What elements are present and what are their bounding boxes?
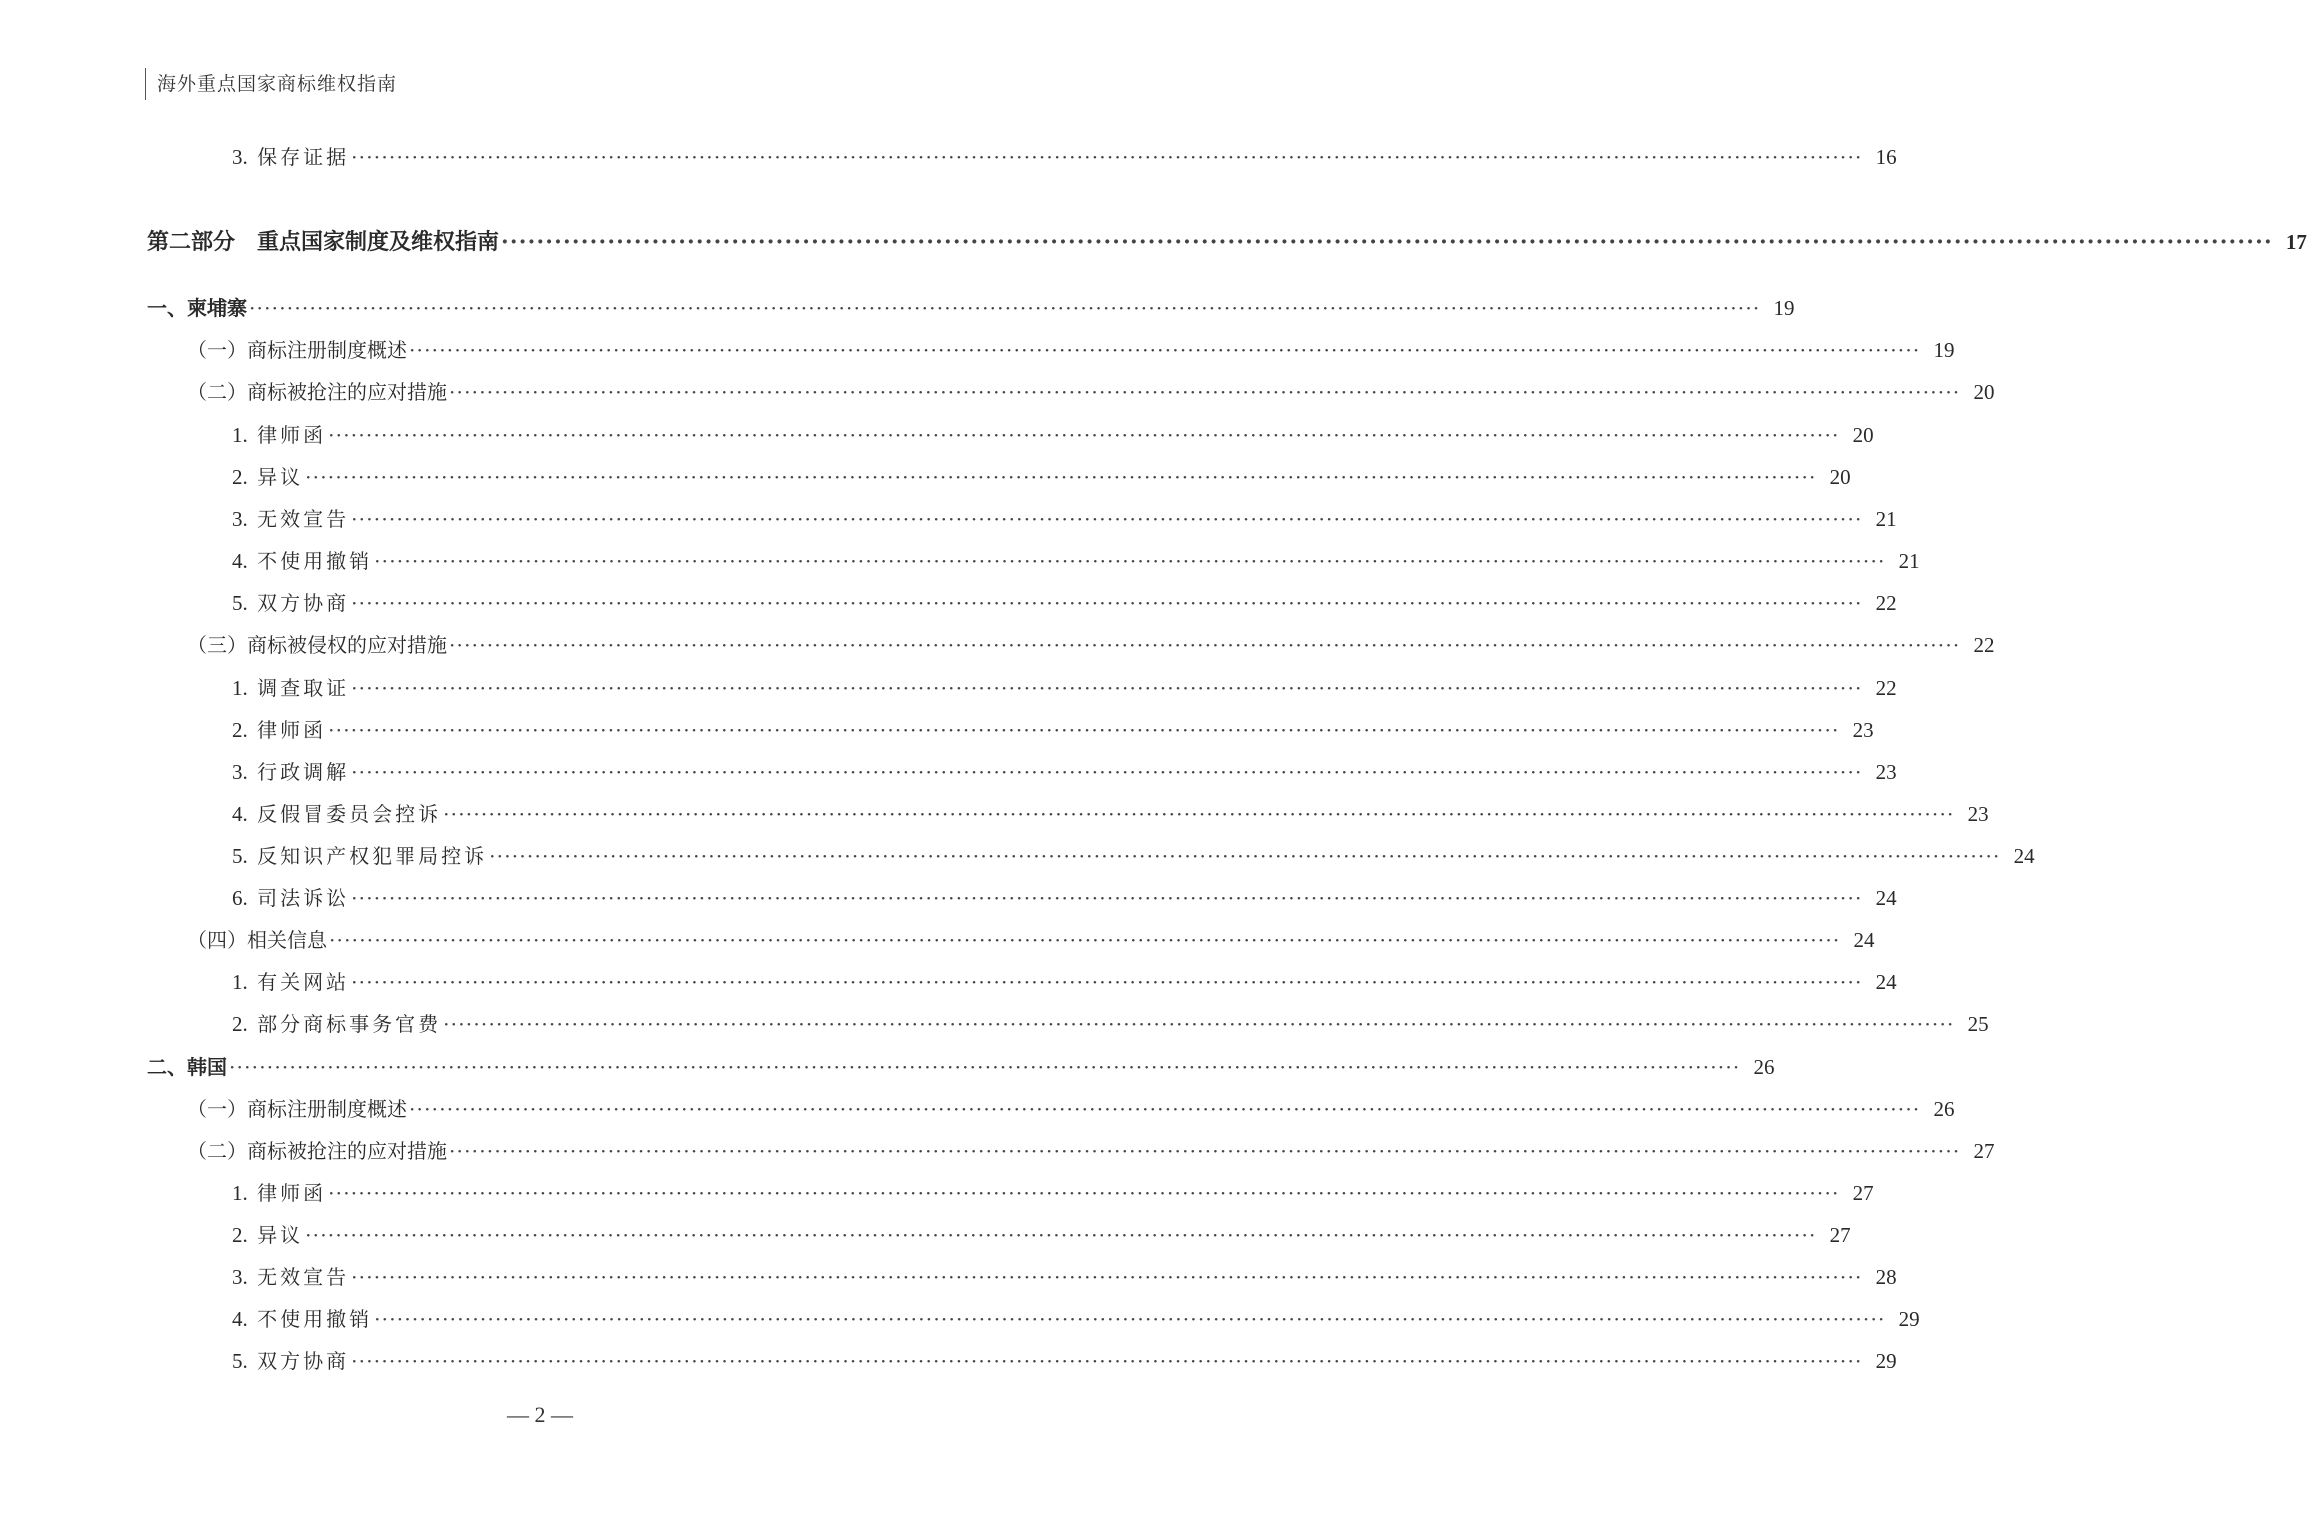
- toc-leader-dots: ········································································································································································································: [351, 760, 1863, 784]
- running-header-title: 海外重点国家商标维权指南: [145, 68, 397, 100]
- toc-entry-label: [187, 625, 447, 665]
- toc-entry-item[interactable]: [232, 415, 1874, 455]
- toc-leader-dots: ········································································································································································································: [229, 1055, 1741, 1079]
- toc-entry-text: 调查取证: [257, 676, 350, 700]
- toc-page-number: 21: [1898, 549, 1920, 573]
- toc-entry-label: [232, 836, 487, 876]
- toc-leader-dots: ········································································································································································································: [501, 229, 2273, 255]
- toc-leader-dots: ········································································································································································································: [305, 1223, 1817, 1247]
- toc-leader-dots: ········································································································································································································: [351, 1265, 1863, 1289]
- toc-entry-label: [232, 710, 326, 750]
- toc-leader-dots: ········································································································································································································: [305, 465, 1817, 489]
- toc-entry-item[interactable]: [232, 1004, 1989, 1044]
- toc-entry-label: [232, 415, 326, 455]
- toc-entry-text: （一）商标注册制度概述: [187, 1097, 407, 1121]
- toc-entry-section[interactable]: [187, 372, 1995, 412]
- toc-page-number: 21: [1875, 507, 1897, 531]
- toc-entry-text: （二）商标被抢注的应对措施: [187, 380, 447, 404]
- toc-entry-number: 1.: [232, 423, 248, 447]
- toc-page-number: 26: [1933, 1097, 1955, 1121]
- toc-entry-item[interactable]: [232, 1341, 1897, 1381]
- toc-entry-label: [232, 1341, 349, 1381]
- toc-page-number: 23: [1852, 718, 1874, 742]
- toc-leader-dots: ········································································································································································································: [409, 1097, 1921, 1121]
- toc-entry-text: 不使用撤销: [257, 549, 373, 573]
- toc-leader-dots: ········································································································································································································: [328, 423, 1840, 447]
- toc-entry-section[interactable]: [187, 1131, 1995, 1171]
- toc-entry-item[interactable]: [232, 1215, 1851, 1255]
- toc-entry-item[interactable]: [232, 583, 1897, 623]
- toc-leader-dots: ········································································································································································································: [351, 886, 1863, 910]
- toc-leader-dots: ········································································································································································································: [328, 1181, 1840, 1205]
- toc-entry-label: [232, 1004, 441, 1044]
- toc-entry-text: 反知识产权犯罪局控诉: [257, 844, 488, 868]
- toc-leader-dots: ········································································································································································································: [351, 970, 1863, 994]
- toc-page-number: 24: [1875, 970, 1897, 994]
- toc-entry-text: 双方协商: [257, 1349, 350, 1373]
- toc-entry-item[interactable]: [232, 1257, 1897, 1297]
- toc-entry-label: [232, 878, 349, 918]
- toc-entry-number: 2.: [232, 718, 248, 742]
- toc-entry-item[interactable]: [232, 137, 1897, 177]
- toc-entry-label: [147, 223, 499, 263]
- toc-leader-dots: ········································································································································································································: [351, 507, 1863, 531]
- toc-entry-text: 异议: [257, 1223, 304, 1247]
- toc-entry-text: 行政调解: [257, 760, 350, 784]
- toc-entry-label: [232, 541, 372, 581]
- toc-page-number: 22: [1875, 676, 1897, 700]
- toc-entry-text: 二、韩国: [147, 1055, 227, 1079]
- toc-entry-label: [187, 920, 327, 960]
- toc-entry-label: [232, 668, 349, 708]
- toc-entry-item[interactable]: [232, 878, 1897, 918]
- toc-leader-dots: ········································································································································································································: [328, 718, 1840, 742]
- toc-entry-text: （四）相关信息: [187, 928, 327, 952]
- toc-page-number: 24: [1875, 886, 1897, 910]
- toc-entry-item[interactable]: [232, 752, 1897, 792]
- toc-entry-text: 司法诉讼: [257, 886, 350, 910]
- toc-page-number: 22: [1875, 591, 1897, 615]
- toc-entry-number: 1.: [232, 676, 248, 700]
- toc-entry-item[interactable]: [232, 794, 1989, 834]
- toc-entry-text: 异议: [257, 465, 304, 489]
- toc-entry-number: 1.: [232, 1181, 248, 1205]
- toc-entry-text: （二）商标被抢注的应对措施: [187, 1139, 447, 1163]
- toc-entry-text: 有关网站: [257, 970, 350, 994]
- toc-entry-number: 5.: [232, 591, 248, 615]
- toc-leader-dots: ········································································································································································································: [443, 802, 1955, 826]
- toc-entry-number: 2.: [232, 1012, 248, 1036]
- toc-leader-dots: ········································································································································································································: [449, 633, 1961, 657]
- toc-entry-label: [232, 794, 441, 834]
- toc-entry-number: 4.: [232, 1307, 248, 1331]
- toc-entry-part[interactable]: [147, 222, 2307, 262]
- toc-entry-section[interactable]: [187, 625, 1995, 665]
- toc-entry-number: 5.: [232, 844, 248, 868]
- toc-leader-dots: ········································································································································································································: [249, 296, 1761, 320]
- toc-leader-dots: ········································································································································································································: [449, 1139, 1961, 1163]
- toc-entry-item[interactable]: [232, 541, 1920, 581]
- toc-page-number: 24: [2013, 844, 2035, 868]
- toc-leader-dots: ········································································································································································································: [351, 1349, 1863, 1373]
- toc-page-number: 20: [1829, 465, 1851, 489]
- toc-entry-number: 2.: [232, 465, 248, 489]
- toc-entry-text: 无效宣告: [257, 507, 350, 531]
- toc-entry-label: [147, 288, 247, 328]
- toc-entry-item[interactable]: [232, 1299, 1920, 1339]
- toc-entry-number: 3.: [232, 507, 248, 531]
- toc-leader-dots: ········································································································································································································: [443, 1012, 1955, 1036]
- toc-entry-item[interactable]: [232, 668, 1897, 708]
- toc-page-number: 23: [1967, 802, 1989, 826]
- toc-entry-text: 部分商标事务官费: [257, 1012, 442, 1036]
- toc-leader-dots: ········································································································································································································: [351, 591, 1863, 615]
- toc-entry-item[interactable]: [232, 1173, 1874, 1213]
- page-number: — 2 —: [507, 1402, 573, 1427]
- toc-leader-dots: ········································································································································································································: [449, 380, 1961, 404]
- toc-page-number: 29: [1898, 1307, 1920, 1331]
- toc-entry-number: 4.: [232, 802, 248, 826]
- toc-entry-item[interactable]: [232, 962, 1897, 1002]
- toc-entry-number: 3.: [232, 145, 248, 169]
- toc-entry-label: [187, 1131, 447, 1171]
- toc-entry-country[interactable]: [147, 1047, 1775, 1087]
- toc-entry-number: 5.: [232, 1349, 248, 1373]
- toc-entry-text: 一、柬埔寨: [147, 296, 247, 320]
- toc-leader-dots: ········································································································································································································: [489, 844, 2001, 868]
- toc-entry-text: 律师函: [257, 1181, 327, 1205]
- toc-page-number: 27: [1829, 1223, 1851, 1247]
- toc-leader-dots: ········································································································································································································: [409, 338, 1921, 362]
- toc-entry-country[interactable]: [147, 288, 1795, 328]
- toc-entry-label: [232, 457, 303, 497]
- toc-entry-label: [232, 1299, 372, 1339]
- toc-page-number: 16: [1875, 145, 1897, 169]
- toc-entry-item[interactable]: [232, 710, 1874, 750]
- toc-page-number: 20: [1973, 380, 1995, 404]
- toc-leader-dots: ········································································································································································································: [374, 549, 1886, 573]
- toc-entry-text: 律师函: [257, 718, 327, 742]
- toc-page-number: 20: [1852, 423, 1874, 447]
- toc-entry-label: [232, 137, 349, 177]
- toc-page-number: 29: [1875, 1349, 1897, 1373]
- toc-entry-number: 3.: [232, 760, 248, 784]
- toc-entry-label: [187, 330, 407, 370]
- toc-entry-text: 双方协商: [257, 591, 350, 615]
- toc-entry-item[interactable]: [232, 836, 2035, 876]
- toc-entry-text: 不使用撤销: [257, 1307, 373, 1331]
- toc-entry-label: [147, 1047, 227, 1087]
- toc-page-number: 27: [1973, 1139, 1995, 1163]
- toc-entry-label: [232, 1257, 349, 1297]
- toc-entry-label: [232, 583, 349, 623]
- toc-entry-label: [232, 752, 349, 792]
- toc-page-number: 25: [1967, 1012, 1989, 1036]
- toc-page-number: 19: [1773, 296, 1795, 320]
- toc-page-number: 19: [1933, 338, 1955, 362]
- toc-leader-dots: ········································································································································································································: [329, 928, 1841, 952]
- toc-entry-label: [232, 962, 349, 1002]
- toc-entry-text: 第二部分 重点国家制度及维权指南: [147, 230, 500, 255]
- toc-entry-number: 1.: [232, 970, 248, 994]
- toc-entry-label: [232, 1215, 303, 1255]
- toc-entry-section[interactable]: [187, 330, 1955, 370]
- toc-entry-text: 律师函: [257, 423, 327, 447]
- toc-entry-text: 保存证据: [257, 145, 350, 169]
- toc-entry-text: （三）商标被侵权的应对措施: [187, 633, 447, 657]
- toc-leader-dots: ········································································································································································································: [374, 1307, 1886, 1331]
- toc-page-number: 27: [1852, 1181, 1874, 1205]
- toc-page-number: 26: [1753, 1055, 1775, 1079]
- toc-entry-label: [187, 372, 447, 412]
- toc-entry-label: [232, 499, 349, 539]
- toc-entry-number: 2.: [232, 1223, 248, 1247]
- toc-page-number: 24: [1853, 928, 1875, 952]
- toc-entry-text: 反假冒委员会控诉: [257, 802, 442, 826]
- toc-entry-number: 4.: [232, 549, 248, 573]
- toc-entry-section[interactable]: [187, 1089, 1955, 1129]
- toc-entry-item[interactable]: [232, 457, 1851, 497]
- toc-entry-item[interactable]: [232, 499, 1897, 539]
- toc-leader-dots: ········································································································································································································: [351, 676, 1863, 700]
- toc-entry-section[interactable]: [187, 920, 1875, 960]
- toc-leader-dots: ········································································································································································································: [351, 145, 1863, 169]
- toc-entry-label: [187, 1089, 407, 1129]
- toc-entry-number: 3.: [232, 1265, 248, 1289]
- toc-entry-number: 6.: [232, 886, 248, 910]
- toc-page-number: 23: [1875, 760, 1897, 784]
- toc-entry-label: [232, 1173, 326, 1213]
- toc-entry-text: （一）商标注册制度概述: [187, 338, 407, 362]
- toc-entry-text: 无效宣告: [257, 1265, 350, 1289]
- toc-page-number: 22: [1973, 633, 1995, 657]
- toc-page-number: 28: [1875, 1265, 1897, 1289]
- toc-page-number: 17: [2285, 230, 2307, 254]
